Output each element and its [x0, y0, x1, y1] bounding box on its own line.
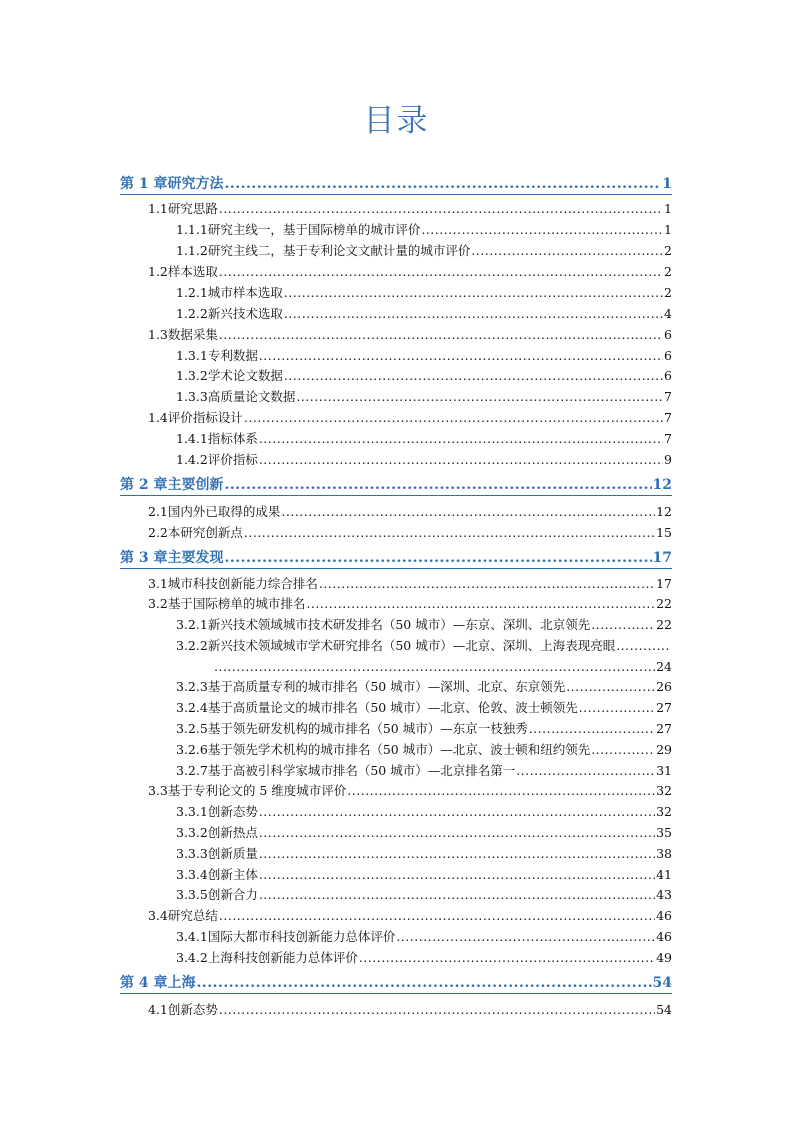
- toc-chapter-entry[interactable]: [120, 175, 672, 193]
- toc-leader-dots: [225, 549, 652, 567]
- toc-leader-dots: [259, 886, 655, 904]
- toc-subsection-entry[interactable]: [176, 928, 672, 946]
- toc-leader-dots: [591, 741, 655, 759]
- toc-leader-dots: [284, 284, 663, 302]
- toc-page-number: 41: [656, 867, 672, 882]
- toc-leader-dots: [225, 175, 662, 193]
- toc-entry-number: 1.3.2: [176, 368, 208, 383]
- toc-leader-dots: [591, 616, 655, 634]
- toc-entry-label: 高质量论文数据: [207, 389, 296, 404]
- toc-leader-dots: [396, 928, 655, 946]
- toc-leader-dots: [259, 451, 663, 469]
- toc-leader-dots: [616, 637, 671, 655]
- toc-entry-number: 3.2.6: [176, 742, 208, 757]
- toc-subsection-entry[interactable]: [176, 616, 672, 634]
- toc-page-number: 27: [656, 721, 672, 736]
- toc-entry-number: 3.4: [148, 908, 168, 923]
- toc-subsection-entry[interactable]: [176, 305, 672, 323]
- toc-entry-label: 上海: [167, 975, 196, 991]
- toc-entry-label: 数据采集: [167, 327, 218, 342]
- toc-section-entry[interactable]: [148, 782, 672, 800]
- toc-entry-label: 创新态势: [207, 804, 258, 819]
- toc-subsection-entry[interactable]: [176, 284, 672, 302]
- toc-page-number: 1: [664, 201, 672, 216]
- toc-entry-label: 本研究创新点: [167, 525, 243, 540]
- toc-chapter-entry[interactable]: [120, 549, 672, 567]
- toc-entry-label: 国内外已取得的成果: [167, 504, 281, 519]
- toc-subsection-entry[interactable]: [176, 678, 672, 696]
- toc-entry-label: 新兴技术选取: [207, 306, 283, 321]
- toc-leader-dots: [421, 221, 663, 239]
- toc-page-number: 46: [656, 929, 672, 944]
- toc-leader-dots: [219, 326, 663, 344]
- toc-subsection-entry[interactable]: [176, 866, 672, 884]
- toc-subsection-entry[interactable]: [176, 845, 672, 863]
- toc-entry-label: 创新态势: [167, 1002, 218, 1017]
- toc-entry-label: 研究主线一，基于国际榜单的城市评价: [207, 222, 421, 237]
- toc-entry-label: 创新质量: [207, 846, 258, 861]
- toc-section-entry[interactable]: [148, 524, 672, 542]
- toc-entry-number: 1.4.1: [176, 431, 208, 446]
- toc-page-number: 2: [664, 243, 672, 258]
- toc-leader-dots: [219, 907, 655, 925]
- toc-page-number: 2: [664, 264, 672, 279]
- toc-entry-label: 学术论文数据: [207, 368, 283, 383]
- toc-entry-label: 城市样本选取: [207, 285, 283, 300]
- toc-page-number: 17: [652, 550, 672, 566]
- toc-entry-number: 1.2.1: [176, 285, 208, 300]
- toc-leader-dots: [579, 699, 655, 717]
- toc-page-number: 26: [656, 679, 672, 694]
- toc-page-number: 12: [656, 504, 672, 519]
- toc-leader-dots: [197, 974, 652, 992]
- toc-entry-number: 3.3.1: [176, 804, 208, 819]
- chapter-underline: [120, 194, 672, 195]
- toc-chapter-entry[interactable]: [120, 974, 672, 992]
- toc-entry-number: 1.3.3: [176, 389, 208, 404]
- toc-entry-number: 1.2: [148, 264, 168, 279]
- chapter-underline: [120, 495, 672, 496]
- toc-page-number: 6: [664, 327, 672, 342]
- toc-entry-label: 城市科技创新能力综合排名: [167, 576, 318, 591]
- toc-entry-label: 研究思路: [167, 201, 218, 216]
- toc-entry-label: 创新主体: [207, 867, 258, 882]
- toc-entry-label: 研究主线二，基于专利论文文献计量的城市评价: [207, 243, 471, 258]
- toc-entry-label: 创新热点: [207, 825, 258, 840]
- toc-page-number: 4: [664, 306, 672, 321]
- toc-subsection-entry[interactable]: [176, 741, 672, 759]
- toc-leader-dots: [284, 305, 663, 323]
- toc-entry-number: 1.2.2: [176, 306, 208, 321]
- toc-entry-label: 基于专利论文的 5 维度城市评价: [167, 783, 347, 798]
- toc-leader-dots: [244, 409, 663, 427]
- toc-entry-number: 1.3.1: [176, 348, 208, 363]
- toc-entry-number: 1.4.2: [176, 452, 208, 467]
- toc-page-number: 46: [656, 908, 672, 923]
- toc-subsection-entry[interactable]: [176, 242, 672, 260]
- toc-page-number: 31: [656, 763, 672, 778]
- toc-entry-label: 国际大都市科技创新能力总体评价: [207, 929, 396, 944]
- toc-subsection-entry[interactable]: [176, 886, 672, 904]
- toc-entry-number: 1.1.2: [176, 243, 208, 258]
- toc-subsection-entry[interactable]: [176, 949, 672, 967]
- toc-entry-number: 3.2.4: [176, 700, 208, 715]
- toc-entry-number: 第 2 章: [120, 477, 168, 493]
- toc-page-number: 27: [656, 700, 672, 715]
- toc-entry-label: 基于国际榜单的城市排名: [167, 596, 306, 611]
- toc-leader-dots: [284, 367, 663, 385]
- toc-page-number: 29: [656, 742, 672, 757]
- toc-page-number: 2: [664, 285, 672, 300]
- toc-leader-dots: [347, 782, 655, 800]
- toc-entry-label: 主要发现: [167, 550, 224, 566]
- toc-page-number: 22: [656, 596, 672, 611]
- toc-entry-number: 3.4.1: [176, 929, 208, 944]
- toc-leader-dots: [529, 720, 655, 738]
- toc-page-number: 7: [664, 410, 672, 425]
- toc-section-entry[interactable]: [148, 1001, 672, 1019]
- toc-leader-dots: [306, 595, 655, 613]
- toc-section-entry[interactable]: [148, 326, 672, 344]
- toc-entry-label: 研究方法: [167, 176, 224, 192]
- chapter-underline: [120, 568, 672, 569]
- toc-subsection-entry[interactable]: [176, 824, 672, 842]
- page-title: 目录: [363, 103, 430, 139]
- toc-leader-dots: [296, 388, 663, 406]
- toc-entry-label: 基于高质量专利的城市排名（50 城市）—深圳、北京、东京领先: [207, 679, 566, 694]
- chapter-underline: [120, 993, 672, 994]
- toc-leader-dots: [259, 845, 655, 863]
- toc-entry-number: 1.1: [148, 201, 168, 216]
- toc-page-number: 22: [656, 617, 672, 632]
- toc-leader-dots: [516, 762, 655, 780]
- toc-page-number: 32: [656, 804, 672, 819]
- toc-subsection-entry[interactable]: [176, 720, 672, 738]
- toc-page-number: 15: [656, 525, 672, 540]
- toc-subsection-entry[interactable]: [176, 803, 672, 821]
- toc-subsection-entry[interactable]: [176, 637, 672, 655]
- toc-section-entry[interactable]: [148, 200, 672, 218]
- toc-entry-label: 评价指标设计: [167, 410, 243, 425]
- toc-leader-dots: [259, 803, 655, 821]
- toc-entry-label: 指标体系: [207, 431, 258, 446]
- toc-entry-label: 基于高被引科学家城市排名（50 城市）—北京排名第一: [207, 763, 516, 778]
- toc-page-number: 7: [664, 389, 672, 404]
- toc-entry-label: 基于领先研发机构的城市排名（50 城市）—东京一枝独秀: [207, 721, 528, 736]
- toc-entry-number: 1.3: [148, 327, 168, 342]
- toc-page-number: 1: [664, 222, 672, 237]
- toc-subsection-entry[interactable]: [176, 430, 672, 448]
- toc-leader-dots: [225, 476, 652, 494]
- toc-leader-dots: [214, 658, 655, 676]
- toc-leader-dots: [359, 949, 655, 967]
- toc-entry-label: 新兴技术领域城市学术研究排名（50 城市）—北京、深圳、上海表现亮眼: [207, 638, 616, 653]
- toc-leader-dots: [471, 242, 663, 260]
- toc-entry-number: 3.3: [148, 783, 168, 798]
- toc-subsection-entry[interactable]: [176, 367, 672, 385]
- toc-page-number: 38: [656, 846, 672, 861]
- toc-leader-dots: [566, 678, 655, 696]
- toc-page-number: 43: [656, 887, 672, 902]
- toc-leader-dots: [259, 430, 663, 448]
- toc-entry-number: 3.3.3: [176, 846, 208, 861]
- toc-page-number: 49: [656, 950, 672, 965]
- toc-leader-dots: [244, 524, 655, 542]
- toc-section-entry[interactable]: [148, 503, 672, 521]
- toc-chapter-entry[interactable]: [120, 476, 672, 494]
- toc-entry-number: 3.2.7: [176, 763, 208, 778]
- toc-page-number: 6: [664, 348, 672, 363]
- toc-leader-dots: [219, 1001, 655, 1019]
- toc-subsection-entry[interactable]: [176, 388, 672, 406]
- toc-entry-label: 主要创新: [167, 477, 224, 493]
- toc-entry-number: 3.2.2: [176, 638, 208, 653]
- toc-entry-label: 上海科技创新能力总体评价: [207, 950, 358, 965]
- toc-leader-dots: [259, 866, 655, 884]
- toc-leader-dots: [319, 575, 655, 593]
- toc-entry-number: 2.1: [148, 504, 168, 519]
- toc-entry-number: 3.4.2: [176, 950, 208, 965]
- toc-entry-label: 基于高质量论文的城市排名（50 城市）—北京、伦敦、波士顿领先: [207, 700, 578, 715]
- toc-entry-number: 第 4 章: [120, 975, 168, 991]
- toc-leader-dots: [281, 503, 655, 521]
- toc-subsection-entry[interactable]: [176, 762, 672, 780]
- toc-section-entry[interactable]: [148, 907, 672, 925]
- toc-page-number: 1: [662, 176, 672, 192]
- toc-entry-number: 3.1: [148, 576, 168, 591]
- toc-entry-number: 3.3.5: [176, 887, 208, 902]
- toc-subsection-entry[interactable]: [176, 699, 672, 717]
- toc-page-number: 54: [652, 975, 672, 991]
- toc-section-entry[interactable]: [148, 595, 672, 613]
- toc-leader-dots: [259, 347, 663, 365]
- toc-subsection-entry[interactable]: [176, 658, 672, 676]
- toc-page-number: 17: [656, 576, 672, 591]
- toc-entry-label: 研究总结: [167, 908, 218, 923]
- toc-entry-number: 3.3.4: [176, 867, 208, 882]
- toc-entry-number: 3.2.1: [176, 617, 208, 632]
- toc-subsection-entry[interactable]: [176, 221, 672, 239]
- toc-entry-label: 评价指标: [207, 452, 258, 467]
- toc-page-number: 7: [664, 431, 672, 446]
- toc-page-number: 24: [656, 659, 672, 674]
- toc-entry-number: 3.2.3: [176, 679, 208, 694]
- toc-leader-dots: [219, 263, 663, 281]
- toc-subsection-entry[interactable]: [176, 451, 672, 469]
- toc-page-number: 9: [664, 452, 672, 467]
- toc-entry-number: 1.1.1: [176, 222, 208, 237]
- toc-entry-label: 创新合力: [207, 887, 258, 902]
- toc-page-number: 35: [656, 825, 672, 840]
- toc-section-entry[interactable]: [148, 263, 672, 281]
- toc-entry-label: 基于领先学术机构的城市排名（50 城市）—北京、波士顿和纽约领先: [207, 742, 591, 757]
- toc-leader-dots: [219, 200, 663, 218]
- toc-entry-number: 2.2: [148, 525, 168, 540]
- toc-section-entry[interactable]: [148, 409, 672, 427]
- toc-section-entry[interactable]: [148, 575, 672, 593]
- toc-entry-number: 3.2: [148, 596, 168, 611]
- toc-entry-number: 第 1 章: [120, 176, 168, 192]
- toc-entry-number: 4.1: [148, 1002, 168, 1017]
- toc-subsection-entry[interactable]: [176, 347, 672, 365]
- toc-page-number: 6: [664, 368, 672, 383]
- toc-entry-number: 1.4: [148, 410, 168, 425]
- toc-entry-number: 3.3.2: [176, 825, 208, 840]
- toc-leader-dots: [259, 824, 655, 842]
- toc-entry-label: 新兴技术领域城市技术研发排名（50 城市）—东京、深圳、北京领先: [207, 617, 591, 632]
- toc-entry-number: 3.2.5: [176, 721, 208, 736]
- toc-entry-number: 第 3 章: [120, 550, 168, 566]
- toc-page-number: 12: [652, 477, 672, 493]
- toc-entry-label: 专利数据: [207, 348, 258, 363]
- toc-page-number: 54: [656, 1002, 672, 1017]
- toc-entry-label: 样本选取: [167, 264, 218, 279]
- toc-page-number: 32: [656, 783, 672, 798]
